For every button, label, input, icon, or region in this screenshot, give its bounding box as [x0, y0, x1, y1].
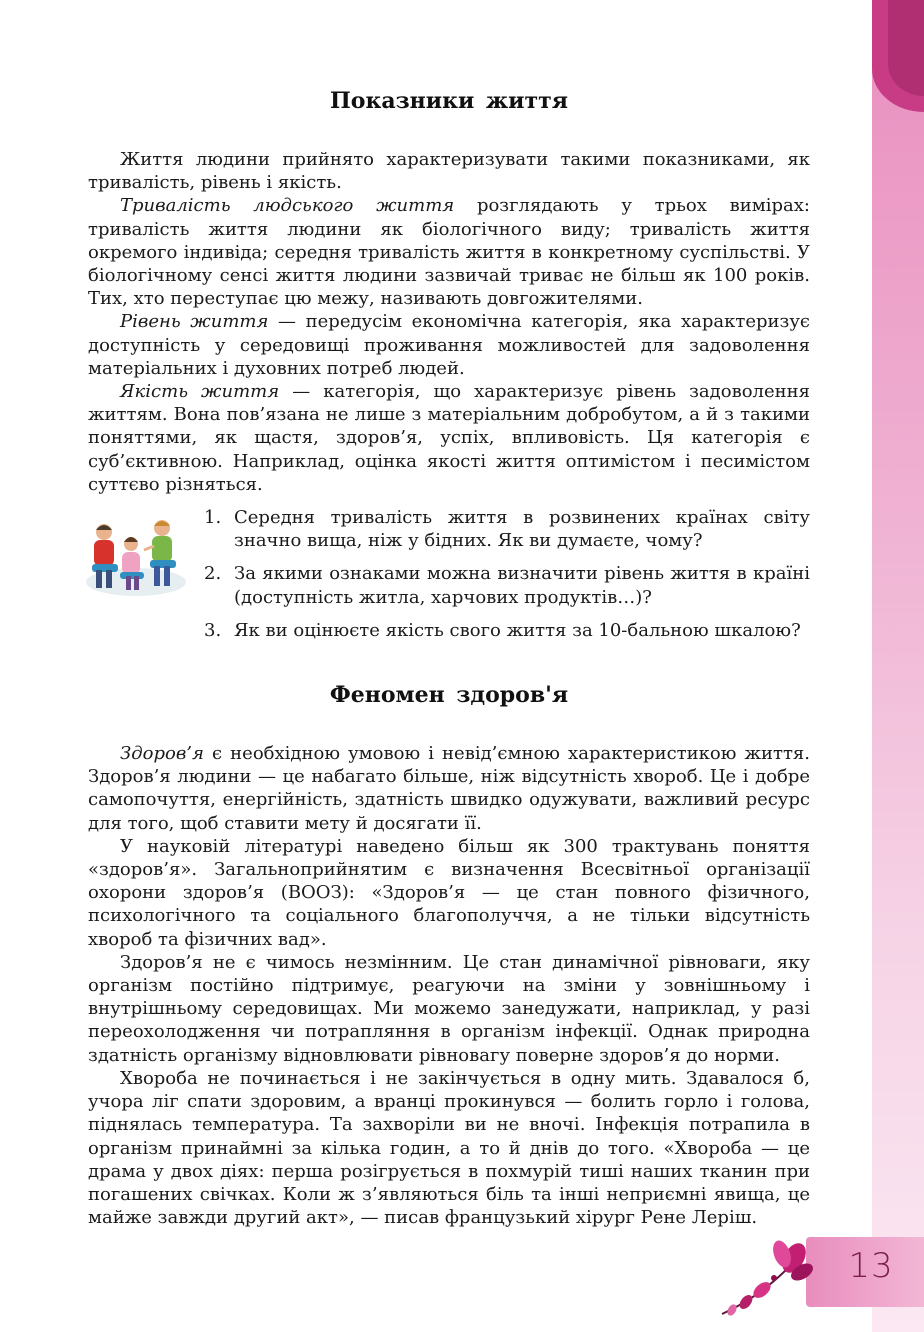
discussion-people-icon [84, 510, 190, 600]
questions-list [204, 506, 810, 652]
section2-paragraph-2: У науковій літературі наведено більш як 300 трактувань поняття «здоров’я». Загальноприйнятим є визначення Всесвітньої організації охорони здоров’я (ВООЗ): «Здоров’я — це стан повного фізичного, психологічного та соціального благополуччя, а не тільки відсутність хвороб та фізичних вад». [88, 835, 810, 950]
question-item [204, 506, 810, 552]
section1-paragraph-3: Рівень життя — передусім економічна категорія, яка характеризує доступність у середовищі проживання можливостей для задоволення матеріальних і духовних потреб людей. [88, 311, 811, 379]
section2-paragraph-3: Здоров’я не є чимось незмінним. Це стан динамічної рівноваги, яку організм постійно підтримує, реагуючи на зміни у зовнішньому і внутрішньому середовищах. Ми можемо занедужати, наприклад, у разі переохолодження чи потрапляння в організм інфекції. Однак природна здатність організму відновлювати рівновагу поверне здоров’я до норми. [88, 951, 810, 1066]
section1-paragraph-4: Якість життя — категорія, що характеризує рівень задоволення життям. Вона пов’язана не лише з матеріальним добробутом, а й з такими поняттями, як щастя, здоров’я, успіх, впливовість. Ця категорія є суб’єктивною. Наприклад, оцінка якості життя оптимістом і песимістом суттєво різняться. [88, 381, 810, 495]
question-item [204, 619, 810, 642]
section1-paragraph-1: Життя людини прийнято характеризувати такими показниками, як тривалість, рівень і якість. [88, 149, 810, 194]
section2-paragraph-1: Здоров’я є необхідною умовою і невід’ємною характеристикою життя. Здоров’я людини — це набагато більше, ніж відсутність хвороб. Це і добре самопочуття, енергійність, здатність швидко одужувати, важливий ресурс для того, щоб ставити мету й досягати її. [88, 743, 810, 834]
section1-paragraph-2: Тривалість людського життя розглядають у трьох вимірах: тривалість життя людини як біологічного виду; тривалість життя окремого індивіда; середня тривалість життя в конкретному суспільстві. У біологічному сенсі життя людини зазвичай триває не більш як 100 років. Тих, хто переступає цю межу, називають довгожителями. [88, 195, 811, 310]
term-level: Рівень життя [120, 311, 269, 333]
section1-title: Показники життя [330, 88, 568, 114]
question-text: За якими ознаками можна визначити рівень життя в країні (доступність житла, харчових продуктів…)? [234, 563, 810, 608]
question-text: Середня тривалість життя в розвинених країнах світу значно вища, ніж у бідних. Як ви думаєте, чому? [234, 507, 810, 552]
section2-title: Феномен здоров'я [329, 682, 569, 709]
term-duration: Тривалість людського життя [120, 195, 455, 217]
section2-paragraph-4: Хвороба не починається і не закінчується в одну мить. Здавалося б, учора ліг спати здоровим, а вранці прокинувся — болить горло і голова, піднялась температура. Та захворіли ви не вночі. Інфекція потрапила в організм принаймні за кілька годин, а то й днів до того. «Хвороба — це драма у двох діях: перша розігрується в похмурій тиші наших тканин при погашених свічках. Коли ж з’являються біль та інші неприємні явища, це майже завжди другий акт», — писав французький хірург Рене Леріш. [88, 1067, 810, 1229]
question-number: 3. [204, 619, 222, 641]
question-number: 2. [204, 563, 222, 585]
questions-block [88, 506, 810, 644]
side-decor-top-inner [888, 0, 924, 96]
question-text: Як ви оцінюєте якість свого життя за 10-бальною шкалою? [234, 619, 801, 641]
page-number: 13 [848, 1246, 894, 1286]
pink-flower-icon [718, 1238, 818, 1318]
question-item [204, 562, 810, 608]
question-number: 1. [204, 507, 222, 529]
side-decor-band [872, 0, 924, 1332]
term-health: Здоров’я [120, 743, 204, 765]
term-quality: Якість життя [120, 381, 280, 403]
page-content [88, 78, 810, 1229]
